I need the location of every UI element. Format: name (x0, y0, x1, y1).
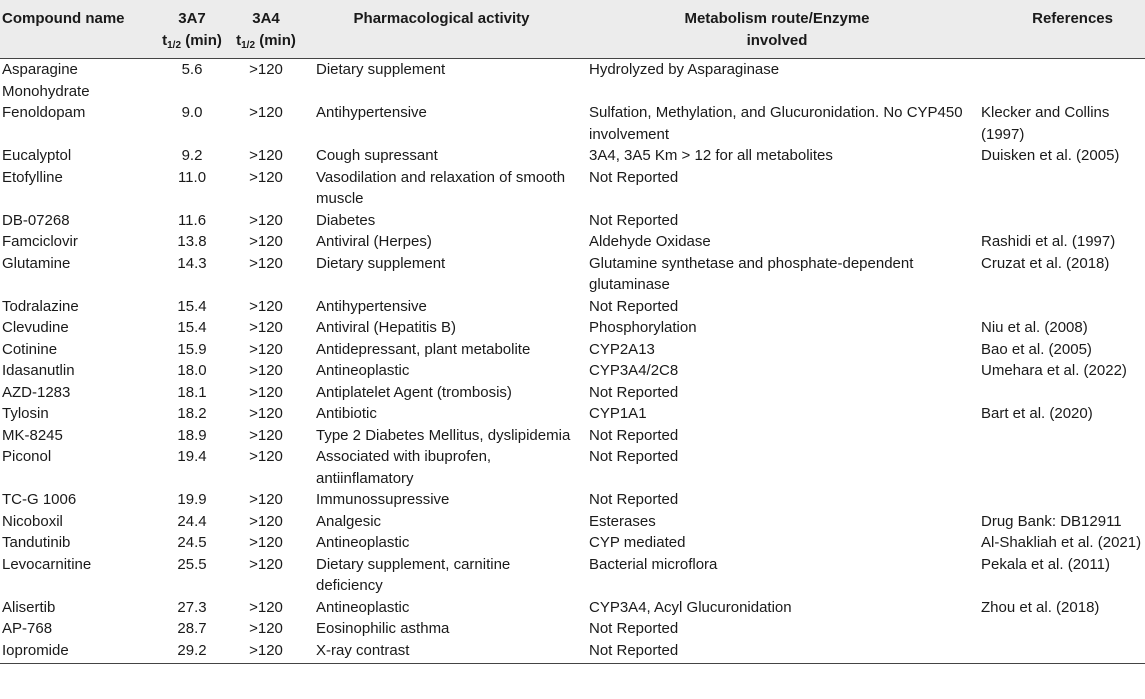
table-row (0, 511, 1145, 533)
cell-metabolism-route: Bacterial microflora (589, 555, 718, 573)
cell-metabolism-route: Not Reported (589, 168, 679, 186)
cell-compound-name: Fenoldopam (2, 104, 86, 121)
header-3a7-label: 3A7 (178, 10, 206, 27)
table-row (0, 167, 1145, 210)
cell-3a7-half-life: 19.4 (177, 448, 207, 465)
cell-pharmacological-activity: Dietary supplement, carnitine deficiency (316, 555, 511, 594)
cell-3a4-half-life: >120 (249, 534, 283, 551)
cell-pharmacological-activity: Antiplatelet Agent (trombosis) (316, 383, 512, 401)
table-row (0, 554, 1145, 597)
cell-3a7-half-life: 5.6 (181, 61, 203, 78)
header-3a4-half-life (228, 0, 304, 59)
cell-3a4-half-life: >120 (249, 340, 283, 358)
cell-3a7-half-life: 18.0 (177, 362, 207, 379)
cell-pharmacological-activity: Antihypertensive (316, 297, 427, 315)
cell-3a7-half-life: 18.2 (177, 405, 207, 422)
cell-pharmacological-activity: Antineoplastic (316, 362, 410, 379)
cell-3a4-half-life: >120 (249, 362, 283, 379)
cell-compound-name: Piconol (2, 448, 52, 465)
cell-reference: Klecker and Collins (1997) (981, 104, 1110, 143)
cell-3a4-half-life: >120 (249, 233, 283, 250)
cell-reference: Cruzat et al. (2018) (981, 254, 1110, 272)
cell-3a4-half-life: >120 (249, 61, 283, 78)
table-row (0, 102, 1145, 145)
cell-pharmacological-activity: Eosinophilic asthma (316, 620, 450, 637)
cell-metabolism-route: CYP3A4, Acyl Glucuronidation (589, 598, 792, 616)
cell-reference (975, 489, 1145, 511)
cell-3a7-half-life: 15.4 (177, 319, 207, 336)
header-references: References (975, 0, 1145, 59)
cell-pharmacological-activity: Vasodilation and relaxation of smooth muscle (316, 168, 566, 207)
cell-metabolism-route: Not Reported (589, 426, 679, 444)
cell-compound-name: AZD-1283 (2, 383, 71, 401)
table-bottom-rule (0, 663, 1145, 667)
cell-metabolism-route: Not Reported (589, 448, 679, 465)
cell-reference: Duisken et al. (2005) (981, 147, 1120, 164)
table-row (0, 210, 1145, 232)
cell-pharmacological-activity: Antiviral (Herpes) (316, 233, 432, 250)
cell-pharmacological-activity: Antineoplastic (316, 598, 410, 616)
cell-reference (975, 446, 1145, 489)
cell-metabolism-route: Not Reported (589, 383, 679, 401)
cell-metabolism-route: CYP mediated (589, 534, 686, 551)
table-row (0, 317, 1145, 339)
cell-reference: Niu et al. (2008) (981, 319, 1088, 336)
table-header-row (0, 0, 1145, 59)
cell-metabolism-route: Not Reported (589, 211, 679, 229)
cell-metabolism-route: Aldehyde Oxidase (589, 233, 711, 250)
cell-compound-name: TC-G 1006 (2, 491, 77, 508)
table-row (0, 403, 1145, 425)
cell-3a4-half-life: >120 (249, 104, 283, 121)
header-3a4-label: 3A4 (252, 10, 280, 27)
cell-compound-name: Levocarnitine (2, 555, 92, 573)
cell-3a7-half-life: 15.9 (177, 340, 207, 358)
cell-3a4-half-life: >120 (249, 254, 283, 272)
cell-metabolism-route: CYP3A4/2C8 (589, 362, 679, 379)
table-row (0, 59, 1145, 103)
cell-compound-name: Idasanutlin (2, 362, 75, 379)
cell-metabolism-route: Not Reported (589, 641, 679, 659)
cell-compound-name: Famciclovir (2, 233, 78, 250)
cell-metabolism-route: CYP1A1 (589, 405, 647, 422)
cell-metabolism-route: Hydrolyzed by Asparaginase (589, 61, 780, 78)
cell-compound-name: Iopromide (2, 641, 69, 659)
cell-compound-name: Tandutinib (2, 534, 71, 551)
cell-metabolism-route: Not Reported (589, 620, 679, 637)
cell-compound-name: DB-07268 (2, 211, 70, 229)
table-body (0, 59, 1145, 662)
cell-metabolism-route: CYP2A13 (589, 340, 655, 358)
cell-pharmacological-activity: Dietary supplement (316, 61, 446, 78)
cell-compound-name: Todralazine (2, 297, 79, 315)
cell-compound-name: Asparagine Monohydrate (2, 61, 90, 100)
cell-pharmacological-activity: Cough supressant (316, 147, 438, 164)
cell-reference (975, 167, 1145, 210)
cell-3a4-half-life: >120 (249, 383, 283, 401)
cell-3a7-half-life: 24.5 (177, 534, 207, 551)
cell-reference (975, 59, 1145, 103)
table-row (0, 597, 1145, 619)
cell-pharmacological-activity: Antihypertensive (316, 104, 427, 121)
cell-3a4-half-life: >120 (249, 448, 283, 465)
table-row (0, 640, 1145, 662)
cell-3a7-half-life: 29.2 (177, 641, 207, 659)
table-row (0, 382, 1145, 404)
header-compound-name: Compound name (0, 0, 156, 59)
cell-reference (975, 618, 1145, 640)
cell-3a7-half-life: 14.3 (177, 254, 207, 272)
cell-pharmacological-activity: Analgesic (316, 512, 382, 530)
cell-3a7-half-life: 28.7 (177, 620, 207, 637)
cell-3a7-half-life: 27.3 (177, 598, 207, 616)
table-row (0, 618, 1145, 640)
table-row (0, 532, 1145, 554)
cell-pharmacological-activity: Antiviral (Hepatitis B) (316, 319, 457, 336)
header-pharmacological-activity: Pharmacological activity (304, 0, 579, 59)
cell-reference: Rashidi et al. (1997) (981, 233, 1116, 250)
cell-pharmacological-activity: Antibiotic (316, 405, 377, 422)
table-row (0, 339, 1145, 361)
cell-compound-name: Nicoboxil (2, 512, 63, 530)
cell-pharmacological-activity: Associated with ibuprofen, antiinflamatory (316, 448, 492, 487)
cell-3a4-half-life: >120 (249, 512, 283, 530)
table-row (0, 489, 1145, 511)
cell-3a4-half-life: >120 (249, 641, 283, 659)
cell-pharmacological-activity: Immunossupressive (316, 491, 450, 508)
cell-3a7-half-life: 25.5 (177, 555, 207, 573)
cell-reference (975, 640, 1145, 662)
table-row (0, 253, 1145, 296)
cell-3a7-half-life: 24.4 (177, 512, 207, 530)
table-row (0, 296, 1145, 318)
cell-compound-name: MK-8245 (2, 426, 63, 444)
cell-reference (975, 425, 1145, 447)
cell-reference: Zhou et al. (2018) (981, 598, 1100, 616)
cell-reference: Drug Bank: DB12911 (981, 512, 1122, 530)
cell-metabolism-route: Phosphorylation (589, 319, 697, 336)
cell-metabolism-route: Not Reported (589, 297, 679, 315)
cell-reference: Umehara et al. (2022) (981, 362, 1127, 379)
cell-3a7-half-life: 18.1 (177, 383, 207, 401)
cell-pharmacological-activity: X-ray contrast (316, 641, 410, 659)
cell-pharmacological-activity: Antineoplastic (316, 534, 410, 551)
cell-3a4-half-life: >120 (249, 598, 283, 616)
cell-3a4-half-life: >120 (249, 147, 283, 164)
cell-reference: Bao et al. (2005) (981, 340, 1092, 358)
cell-3a7-half-life: 19.9 (177, 491, 207, 508)
cell-compound-name: Etofylline (2, 168, 63, 186)
header-3a4-unit: $t_{1/2}$ (min) (236, 32, 296, 51)
cell-reference (975, 296, 1145, 318)
cell-3a4-half-life: >120 (249, 168, 283, 186)
cell-reference (975, 210, 1145, 232)
table-row (0, 425, 1145, 447)
cell-metabolism-route: Sulfation, Methylation, and Glucuronidation. No CYP450 involvement (589, 104, 963, 143)
cell-3a7-half-life: 15.4 (177, 297, 207, 315)
cell-pharmacological-activity: Dietary supplement (316, 254, 446, 272)
cell-metabolism-route: 3A4, 3A5 Km > 12 for all metabolites (589, 147, 833, 164)
cell-pharmacological-activity: Type 2 Diabetes Mellitus, dyslipidemia (316, 426, 571, 444)
cell-3a7-half-life: 9.0 (181, 104, 203, 121)
cell-3a4-half-life: >120 (249, 211, 283, 229)
table-row (0, 446, 1145, 489)
header-3a7-unit: $t_{1/2}$ (min) (162, 32, 222, 51)
cell-3a4-half-life: >120 (249, 555, 283, 573)
cell-3a7-half-life: 11.0 (177, 168, 207, 186)
cell-metabolism-route: Not Reported (589, 491, 679, 508)
cell-reference (975, 382, 1145, 404)
table-row (0, 231, 1145, 253)
cell-3a7-half-life: 13.8 (177, 233, 207, 250)
cell-compound-name: Clevudine (2, 319, 69, 336)
cell-pharmacological-activity: Diabetes (316, 211, 376, 229)
cell-3a7-half-life: 9.2 (181, 147, 203, 164)
header-metabolism-route: Metabolism route/Enzyme involved (579, 0, 975, 59)
table-row (0, 360, 1145, 382)
cell-compound-name: Glutamine (2, 254, 71, 272)
cell-3a4-half-life: >120 (249, 319, 283, 336)
header-3a7-half-life (156, 0, 228, 59)
table-row (0, 145, 1145, 167)
cell-pharmacological-activity: Antidepressant, plant metabolite (316, 340, 531, 358)
cell-reference: Al-Shakliah et al. (2021) (981, 534, 1142, 551)
cell-reference: Pekala et al. (2011) (981, 555, 1110, 573)
cell-compound-name: Eucalyptol (2, 147, 72, 164)
cell-3a7-half-life: 11.6 (177, 211, 207, 229)
cell-3a4-half-life: >120 (249, 297, 283, 315)
cell-3a4-half-life: >120 (249, 620, 283, 637)
cell-compound-name: AP-768 (2, 620, 53, 637)
cell-compound-name: Tylosin (2, 405, 49, 422)
cell-compound-name: Cotinine (2, 340, 58, 358)
cell-reference: Bart et al. (2020) (981, 405, 1093, 422)
cell-3a4-half-life: >120 (249, 426, 283, 444)
cell-3a4-half-life: >120 (249, 405, 283, 422)
cell-3a4-half-life: >120 (249, 491, 283, 508)
cell-3a7-half-life: 18.9 (177, 426, 207, 444)
cell-compound-name: Alisertib (2, 598, 56, 616)
cell-metabolism-route: Esterases (589, 512, 656, 530)
cell-metabolism-route: Glutamine synthetase and phosphate-dependent glutaminase (589, 254, 914, 293)
